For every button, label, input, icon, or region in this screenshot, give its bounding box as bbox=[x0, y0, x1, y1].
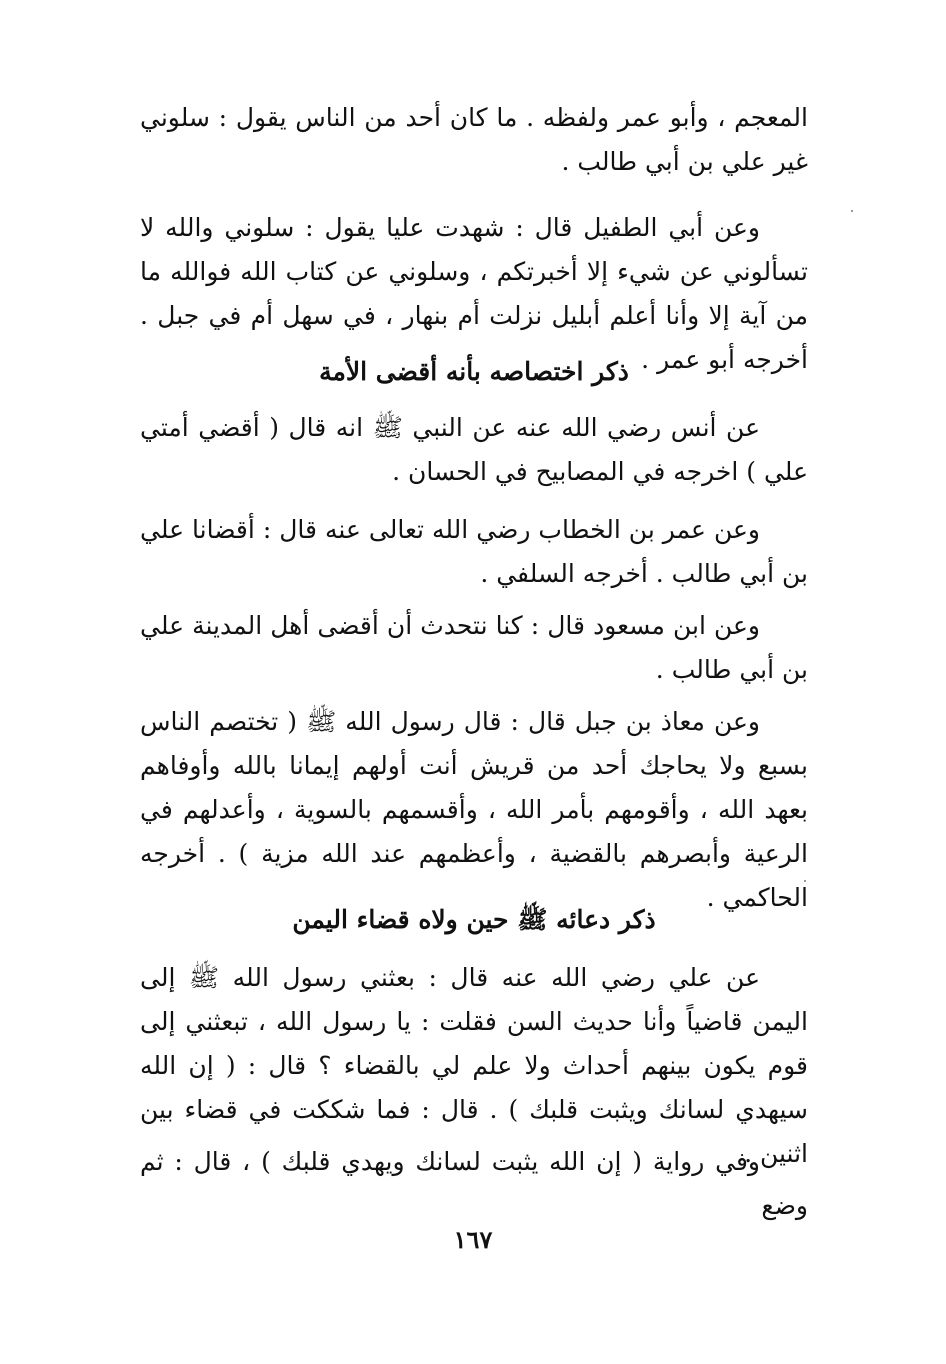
paragraph-riwaya: وفي رواية ( إن الله يثبت لسانك ويهدي قلبك ) ، قال : ثم وضع bbox=[140, 1147, 808, 1220]
paragraph-continuation: المعجم ، وأبو عمر ولفظه . ما كان أحد من الناس يقول : سلوني غير علي بن أبي طالب . bbox=[140, 103, 808, 176]
section-heading-judgement: ذكر اختصاصه بأنه أقضى الأمة bbox=[319, 357, 629, 386]
paragraph-umar: وعن عمر بن الخطاب رضي الله تعالى عنه قال : أقضانا علي بن أبي طالب . أخرجه السلفي . bbox=[140, 515, 808, 588]
paragraph-anas: عن أنس رضي الله عنه عن النبي ﷺ انه قال ( أقضي أمتي علي ) اخرجه في المصابيح في الحسان . bbox=[140, 413, 808, 486]
paragraph-ibn-masud: وعن ابن مسعود قال : كنا نتحدث أن أقضى أهل المدينة علي بن أبي طالب . bbox=[140, 611, 808, 684]
paragraph-ali-yemen: عن علي رضي الله عنه قال : بعثني رسول الله ﷺ إلى اليمن قاضياً وأنا حديث السن فقلت : يا رسول الله ، تبعثني إلى قوم يكون بينهم أحداث ولا علم لي بالقضاء ؟ قال : ( إن الله سيهدي لسانك ويثبت قلبك ) . قال : فما شككت في قضاء بين اثنين . bbox=[140, 963, 808, 1168]
section-heading-yemen: ذكر دعائه ﷺ حين ولاه قضاء اليمن bbox=[292, 905, 656, 934]
paragraph-muadh: وعن معاذ بن جبل قال : قال رسول الله ﷺ ( تختصم الناس بسبع ولا يحاجك أحد من قريش أنت أولهم إيمانا بالله وأوفاهم بعهد الله ، وأقومهم بأمر الله ، وأقسمهم بالسوية ، وأعدلهم في الرعية وأبصرهم بالقضية ، وأعظمهم عند الله مزية ) . أخرجه الحاكمي . bbox=[140, 707, 808, 912]
scan-speck bbox=[851, 210, 853, 212]
page-number: ١٦٧ bbox=[453, 1225, 493, 1254]
paragraph-abu-tufayl: وعن أبي الطفيل قال : شهدت عليا يقول : سلوني والله لا تسألوني عن شيء إلا أخبرتكم ، وسلوني عن كتاب الله فوالله ما من آية إلا وأنا أعلم أبليل نزلت أم بنهار ، في سهل أم في جبل . أخرجه أبو عمر . bbox=[140, 213, 808, 374]
scan-speck bbox=[804, 880, 806, 882]
